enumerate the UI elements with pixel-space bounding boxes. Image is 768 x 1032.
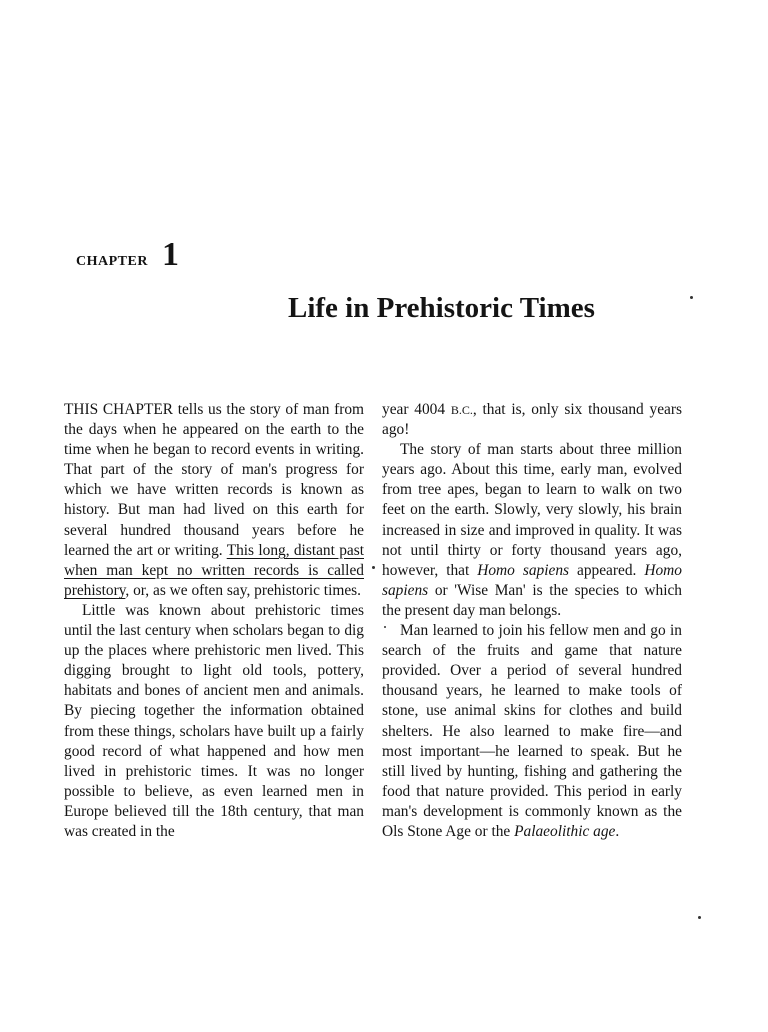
paragraph-intro	[64, 400, 364, 601]
left-text-column	[64, 400, 364, 842]
term-palaeolithic-age: Palaeolithic age	[514, 822, 616, 840]
scan-speck	[384, 626, 386, 628]
chapter-label: CHAPTER	[76, 254, 148, 269]
term-homo-sapiens-2: Homo sapiens	[382, 561, 682, 599]
scan-speck	[698, 916, 701, 919]
scan-speck	[372, 566, 375, 569]
continuation-text-end: , that is, only six thousand years ago!	[382, 401, 682, 439]
story-text: The story of man starts about three million years ago. About this time, early man, evolved from tree apes, began to learn to walk on two feet on the earth. Slowly, very slowly, his brain increased in size and improved in quality. It was not until thirty or forty thousand years ago, however, that	[382, 441, 682, 579]
story-text-end: or 'Wise Man' is the species to which the present day man belongs.	[382, 581, 682, 619]
continuation-text: year 4004	[382, 401, 451, 418]
stone-age-text: Man learned to join his fellow men and go in search of the fruits and game that nature provided. Over a period of several hundred thousand years, he learned to make tools of stone, use animal skins for clothes and build shelters. He also learned to make fire—and most important—he learned to speak. But he still lived by hunting, fishing and gathering the food that nature provided. This period in early man's development is commonly known as the Ols Stone Age or the	[382, 622, 682, 840]
intro-text-end: , or, as we often say, prehistoric times.	[125, 581, 361, 599]
chapter-heading	[76, 236, 179, 274]
paragraph-prehistoric-research: Little was known about prehistoric times until the last century when scholars began to dig up the places where prehistoric men lived. This digging brought to light old tools, pottery, habitats and bones of ancient men and animals. By piecing together the information obtained from these things, scholars have built up a fairly good record of what happened and how men lived in prehistoric times. It was no longer possible to believe, as even learned men in Europe believed till the 18th century, that man was created in the	[64, 601, 364, 840]
right-text-column	[382, 400, 682, 842]
scan-speck	[690, 296, 693, 299]
term-homo-sapiens: Homo sapiens	[477, 561, 570, 579]
paragraph-stone-age	[382, 621, 682, 842]
underlined-definition: This long, distant past when man kept no written records is called prehistory	[64, 541, 364, 599]
paragraph-story-of-man	[382, 440, 682, 621]
chapter-title: Life in Prehistoric Times	[288, 292, 595, 324]
bc-abbreviation: B.C.	[450, 403, 473, 417]
paragraph-continuation	[382, 400, 682, 440]
story-text-mid: appeared.	[569, 561, 645, 579]
intro-text: THIS CHAPTER tells us the story of man from the days when he appeared on the earth to the time when he began to record events in writing. That part of the story of man's progress for which we have written records is known as history. But man had lived on this earth for several hundred thousand years before he learned the art or writing.	[64, 401, 364, 559]
chapter-number: 1	[161, 236, 180, 273]
stone-age-text-end: .	[615, 822, 620, 840]
